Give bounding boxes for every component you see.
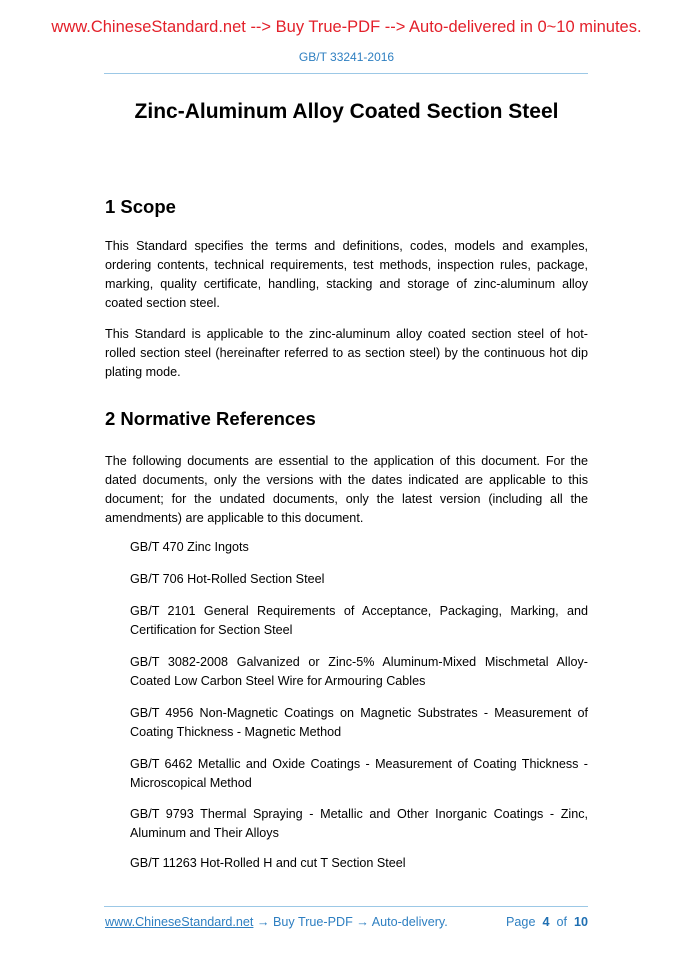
reference-item: GB/T 9793 Thermal Spraying - Metallic and Other Inorganic Coatings - Zinc, Aluminum and Their Alloys: [130, 807, 588, 840]
current-page: 4: [542, 915, 550, 929]
of-label: of: [556, 915, 567, 929]
references-intro-paragraph: The following documents are essential to the application of this document. For the dated documents, only the versions with the dates indicated are applicable to this document; for the undated documents, only the latest version (including all the amendments) are applicable to this document.: [105, 454, 588, 525]
document-title: Zinc-Aluminum Alloy Coated Section Steel: [134, 100, 559, 123]
standard-code: GB/T 33241-2016: [298, 50, 395, 64]
reference-item: GB/T 4956 Non-Magnetic Coatings on Magnetic Substrates - Measurement of Coating Thickness - Magnetic Method: [130, 706, 588, 739]
reference-item: GB/T 706 Hot-Rolled Section Steel: [130, 572, 325, 586]
section-heading-normative-references: 2 Normative References: [105, 408, 316, 429]
footer-tagline: → Buy True-PDF → Auto-delivery.: [253, 915, 448, 929]
header-divider: [104, 73, 588, 74]
total-pages: 10: [573, 915, 588, 929]
reference-item: GB/T 11263 Hot-Rolled H and cut T Section Steel: [130, 856, 406, 870]
scope-paragraph: This Standard specifies the terms and definitions, codes, models and examples, ordering contents, technical requirements, test methods, inspection rules, package, marking, quality certificate, handling, stacking and storage of zinc-aluminum alloy coated section steel.: [105, 239, 588, 310]
footer-site-link[interactable]: www.ChineseStandard.net: [105, 915, 254, 929]
page-footer: [105, 915, 588, 929]
page-indicator: [506, 915, 588, 929]
reference-item: GB/T 6462 Metallic and Oxide Coatings - Measurement of Coating Thickness - Microscopical Method: [130, 757, 588, 790]
promo-banner: www.ChineseStandard.net --> Buy True-PDF --> Auto-delivered in 0~10 minutes.: [51, 18, 642, 36]
reference-item: GB/T 2101 General Requirements of Acceptance, Packaging, Marking, and Certification for Section Steel: [130, 604, 588, 637]
page-label: Page: [506, 915, 536, 929]
footer-divider: [104, 906, 588, 907]
footer-promo: [105, 915, 448, 929]
section-heading-scope: 1 Scope: [105, 196, 176, 217]
reference-item: GB/T 3082-2008 Galvanized or Zinc-5% Aluminum-Mixed Mischmetal Alloy-Coated Low Carbon Steel Wire for Armouring Cables: [130, 655, 588, 688]
reference-item: GB/T 470 Zinc Ingots: [130, 540, 249, 554]
scope-paragraph: This Standard is applicable to the zinc-aluminum alloy coated section steel of hot-rolled section steel (hereinafter referred to as section steel) by the continuous hot dip plating mode.: [105, 327, 588, 379]
